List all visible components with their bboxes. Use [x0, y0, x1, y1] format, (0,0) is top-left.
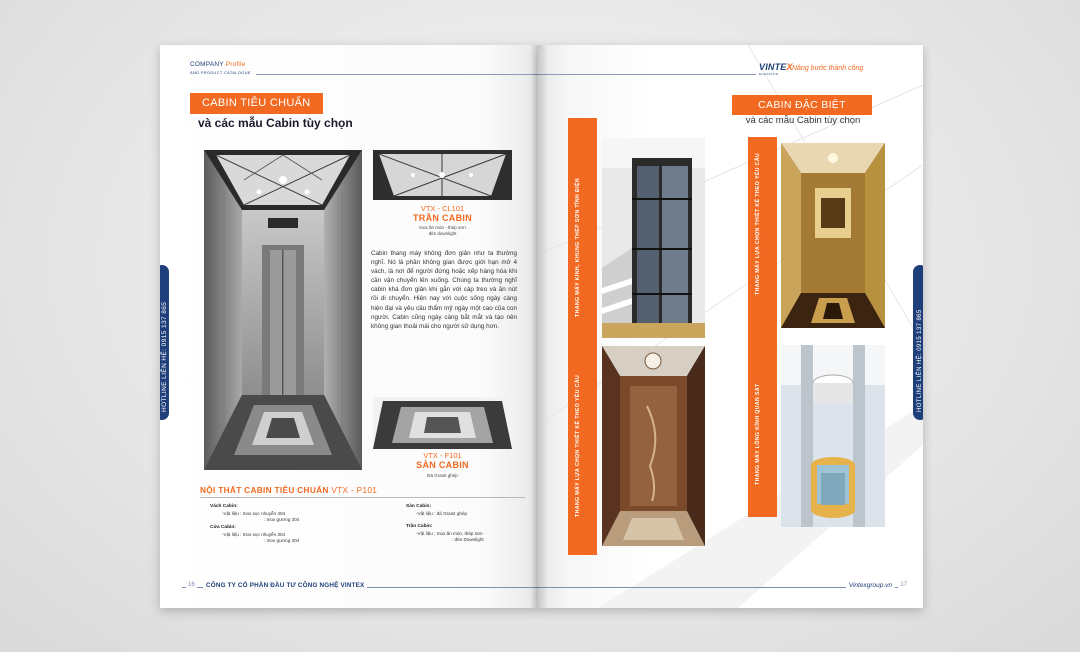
label-glass-elevator: THANG MÁY KÍNH, KHUNG THÉP SƠN TĨNH ĐIỆN	[575, 178, 581, 317]
section-title: CABIN TIÊU CHUẨN	[190, 93, 323, 114]
wall-row-1: -Vật liệu : Inox sọc nhuyễn 304	[222, 511, 286, 516]
vintex-logo: VINTEX	[759, 62, 793, 72]
tagline: Nâng bước thành công	[792, 65, 864, 72]
logo-subtext: ELEVATOR	[759, 72, 779, 76]
specs-title: NỘI THẤT CABIN TIÊU CHUẨN VTX - P101	[200, 485, 378, 495]
floor-desc: Đá Granit ghép	[427, 473, 458, 478]
wall-row-2: : Inox gương 304	[264, 517, 300, 522]
floor-spec-row-1: -Vật liệu : đá Granit ghép	[416, 511, 468, 516]
section-subtitle: và các mẫu Cabin tùy chọn	[198, 116, 353, 130]
special-section-title: CABIN ĐẶC BIỆT	[732, 95, 872, 115]
ceiling-spec-row-2: : đèn Downlight	[452, 537, 484, 542]
wall-label: Vách Cabin:	[210, 504, 238, 509]
label-custom-gold: THANG MÁY LỰA CHỌN THIẾT KẾ THEO YÊU CẦU	[755, 152, 761, 295]
door-row-1: -Vật liệu : Inox sọc nhuyễn 304	[222, 532, 286, 537]
ceiling-title: TRẦN CABIN	[413, 213, 472, 223]
standard-cabin-photo	[204, 150, 362, 470]
floor-photo	[373, 397, 512, 449]
label-panoramic: THANG MÁY LỒNG KÍNH QUAN SÁT	[755, 383, 761, 485]
door-label: Cửa Cabin:	[210, 525, 236, 530]
ceiling-photo	[373, 150, 512, 200]
floor-title: SÀN CABIN	[416, 460, 469, 470]
left-label-column	[568, 118, 597, 555]
company-profile-title: COMPANY Profile	[190, 61, 246, 68]
footer-website[interactable]: Vintexgroup.vn	[846, 582, 895, 589]
ceiling-desc-2: đèn downlight	[428, 231, 457, 236]
floor-spec-label: Sàn Cabin:	[406, 504, 432, 509]
brochure-spread	[160, 45, 923, 608]
header-divider	[256, 74, 538, 75]
floor-code: VTX - F101	[423, 451, 462, 460]
panoramic-elevator-photo	[781, 345, 885, 527]
specs-divider	[200, 497, 525, 498]
ceiling-spec-row-1: -Vật liệu : Inox ăn mòn, thép sơn	[416, 531, 483, 536]
glass-elevator-photo	[602, 138, 705, 338]
right-label-column	[748, 137, 777, 517]
left-page	[160, 45, 538, 608]
door-row-2: : Inox gương 304	[264, 538, 300, 543]
hotline-text-left: HOTLINE LIÊN HỆ: 0915 137 865	[161, 301, 168, 412]
catalogue-subtitle: AND PRODUCT CATALOGUE	[190, 70, 251, 75]
footer-company: CÔNG TY CỔ PHẦN ĐẦU TƯ CÔNG NGHỆ VINTEX	[203, 582, 367, 589]
ceiling-desc-1: Inox ăn mòn - thép sơn	[419, 225, 466, 230]
right-page	[538, 45, 923, 608]
wood-cabin-photo	[602, 346, 705, 546]
special-section-subtitle: và các mẫu Cabin tùy chọn	[745, 115, 861, 126]
header-divider-right	[538, 74, 756, 75]
hotline-text-right: HOTLINE LIÊN HỆ: 0915 137 865	[917, 309, 923, 412]
ceiling-spec-label: Trần Cabin:	[406, 524, 433, 529]
gold-cabin-photo	[781, 143, 885, 328]
page-number-left: 16	[188, 582, 195, 588]
ceiling-code: VTX - CL101	[420, 204, 465, 213]
page-number-right: 17	[900, 582, 907, 588]
footer-divider-right	[538, 587, 898, 588]
book-spine-shadow	[530, 45, 548, 608]
cabin-description: Cabin thang máy không đơn giản như ta thường nghĩ. Nó là phần không gian được giới hạn mở 4 vách, là nơi để người đứng hoặc xếp hàng hóa khi cần vận chuyển lên xuống. Chúng ta thường nghĩ cabin khá đơn giản khi gắn với cáp treo và ăn nút rồi di chuyển. Hiện nay với cuộc sống ngày càng hiện đại và yêu cầu thẩm mỹ ngày một cao của con người. Cabin cũng ngày càng bắt mắt và tạo nên không gian thoải mái cho người sử dụng hơn.	[371, 250, 517, 330]
label-custom-wood: THANG MÁY LỰA CHỌN THIẾT KẾ THEO YÊU CẦU	[575, 374, 581, 517]
